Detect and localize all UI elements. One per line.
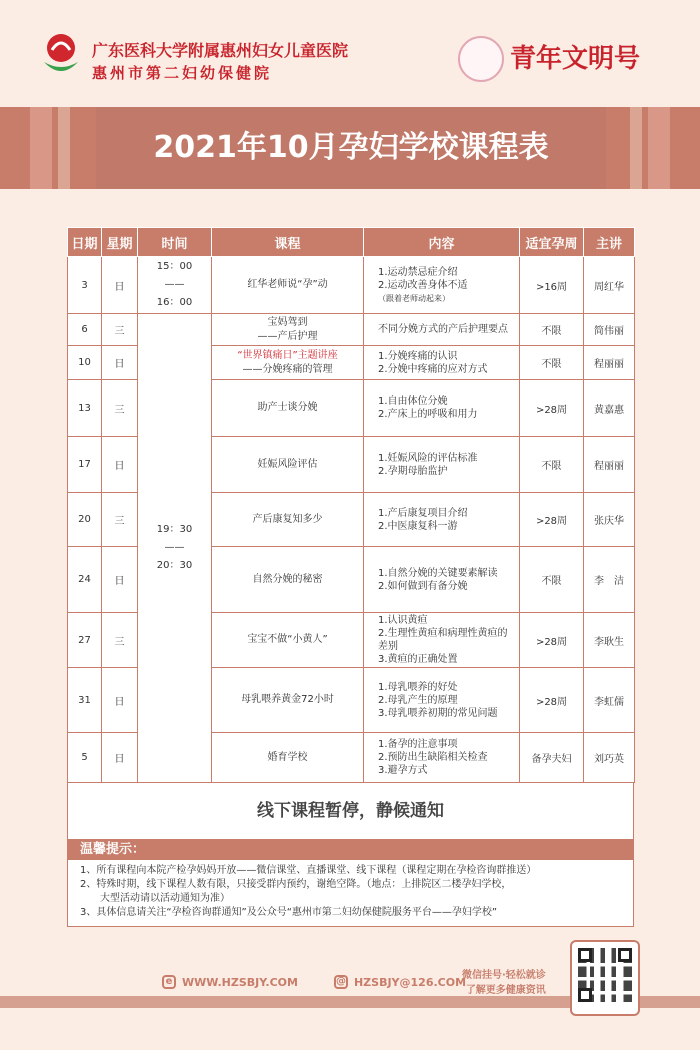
- weeks-cell: >28周: [520, 613, 584, 668]
- content-cell: [364, 314, 520, 346]
- time-cell: [138, 257, 212, 314]
- course-cell: 婚育学校: [212, 733, 364, 783]
- footer-slogan: [462, 968, 546, 998]
- content-line: 1.母乳喂养的好处: [378, 681, 458, 693]
- schedule-table: [67, 227, 635, 783]
- youth-badge: 青年文明号: [510, 44, 641, 74]
- time-separator: ——: [164, 279, 185, 290]
- table-row: [68, 314, 635, 346]
- col-header-time: 时间: [138, 228, 212, 257]
- weekday-cell: 日: [102, 346, 138, 380]
- date-cell: 24: [68, 547, 102, 613]
- date-cell: 3: [68, 257, 102, 314]
- web-icon: e: [162, 975, 176, 989]
- date-cell: 10: [68, 346, 102, 380]
- course-title: 宝妈驾到: [267, 316, 308, 328]
- content-cell: [364, 257, 520, 314]
- tips-box: [67, 840, 634, 927]
- content-cell: [364, 547, 520, 613]
- tip-line: 大型活动请以活动通知为准）: [80, 893, 230, 904]
- weekday-cell: 日: [102, 733, 138, 783]
- weekday-cell: 日: [102, 547, 138, 613]
- website-link[interactable]: WWW.HZSBJY.COM: [182, 975, 298, 989]
- hospital-name: 广东医科大学附属惠州妇女儿童医院: [92, 41, 349, 60]
- date-cell: 20: [68, 493, 102, 547]
- col-header-content: 内容: [364, 228, 520, 257]
- table-header-row: [68, 228, 635, 257]
- course-cell: 妊娠风险评估: [212, 437, 364, 493]
- content-cell: [364, 437, 520, 493]
- hospital-subname: 惠州市第二妇幼保健院: [92, 64, 273, 82]
- speaker-cell: 周红华: [584, 257, 635, 314]
- page-title: 2021年10月孕妇学校课程表: [153, 130, 549, 165]
- content-line: 1.备孕的注意事项: [378, 739, 458, 750]
- weeks-cell: >28周: [520, 668, 584, 733]
- content-line: 2.孕期母胎监护: [378, 465, 448, 477]
- content-line: 2.生理性黄疸和病理性黄疸的差别: [378, 628, 508, 652]
- weekday-cell: 三: [102, 493, 138, 547]
- content-line: 3.黄疸的正确处置: [378, 654, 458, 665]
- speaker-cell: 刘巧英: [584, 733, 635, 783]
- speaker-cell: 李 洁: [584, 547, 635, 613]
- weekday-cell: 日: [102, 668, 138, 733]
- schedule-table-wrapper: [67, 227, 634, 927]
- time-end: 16：00: [156, 297, 193, 308]
- course-cell: 助产士谈分娩: [212, 380, 364, 437]
- time-end: 20：30: [156, 560, 193, 571]
- course-cell: [212, 314, 364, 346]
- speaker-cell: 程丽丽: [584, 437, 635, 493]
- content-cell: [364, 493, 520, 547]
- course-subtitle: ——分娩疼痛的管理: [242, 363, 333, 375]
- content-line: 2.运动改善身体不适: [378, 279, 468, 291]
- weekday-cell: 三: [102, 380, 138, 437]
- weeks-cell: 不限: [520, 314, 584, 346]
- content-line: 1.运动禁忌症介绍: [378, 266, 458, 278]
- content-cell: [364, 613, 520, 668]
- content-line: 2.中医康复科一游: [378, 520, 458, 532]
- title-banner: [0, 107, 700, 189]
- content-line: 1.认识黄疸: [378, 615, 428, 626]
- slogan-line: 了解更多健康资讯: [465, 985, 546, 996]
- content-line: 2.产床上的呼吸和用力: [378, 409, 478, 420]
- speaker-cell: 李虹儒: [584, 668, 635, 733]
- date-cell: 27: [68, 613, 102, 668]
- time-cell: [138, 314, 212, 783]
- weeks-cell: 不限: [520, 437, 584, 493]
- weeks-cell: >28周: [520, 493, 584, 547]
- tip-line: 3、具体信息请关注“孕检咨询群通知”及公众号“惠州市第二妇幼保健院服务平台——孕妇学校”: [80, 907, 498, 918]
- col-header-speaker: 主讲: [584, 228, 635, 257]
- time-separator: ——: [164, 542, 185, 553]
- date-cell: 17: [68, 437, 102, 493]
- weekday-cell: 三: [102, 314, 138, 346]
- content-line: 1.妊娠风险的评估标准: [378, 452, 478, 464]
- weeks-cell: 不限: [520, 547, 584, 613]
- weeks-cell: 备孕夫妇: [520, 733, 584, 783]
- weekday-cell: 日: [102, 257, 138, 314]
- email-link[interactable]: HZSBJY@126.COM: [353, 975, 467, 989]
- content-line: 3.避孕方式: [378, 765, 428, 776]
- page-header: [0, 0, 700, 100]
- weeks-cell: >16周: [520, 257, 584, 314]
- weekday-cell: 日: [102, 437, 138, 493]
- speaker-cell: 张庆华: [584, 493, 635, 547]
- col-header-weeks: 适宜孕周: [520, 228, 584, 257]
- course-cell: 产后康复知多少: [212, 493, 364, 547]
- page-footer: [0, 940, 700, 1050]
- content-line: 2.如何做到有备分娩: [378, 580, 468, 592]
- course-cell: [212, 346, 364, 380]
- content-cell: [364, 668, 520, 733]
- content-line: 1.自由体位分娩: [378, 396, 448, 407]
- qr-code-icon[interactable]: [570, 940, 640, 1016]
- course-cell: 红华老师说“孕”动: [212, 257, 364, 314]
- slogan-line: 微信挂号·轻松就诊: [462, 970, 546, 981]
- content-line: 3.母乳喂养初期的常见问题: [378, 707, 498, 719]
- notice-banner: 线下课程暂停，静候通知: [67, 783, 634, 840]
- col-header-date: 日期: [68, 228, 102, 257]
- content-line: 不同分娩方式的产后护理要点: [378, 324, 508, 335]
- course-cell: 母乳喂养黄金72小时: [212, 668, 364, 733]
- date-cell: 5: [68, 733, 102, 783]
- speaker-cell: 简伟丽: [584, 314, 635, 346]
- content-line: 1.产后康复项目介绍: [378, 507, 468, 519]
- tip-line: 1、所有课程向本院产检孕妈妈开放——微信课堂、直播课堂、线下课程（课程定期在孕检咨询群推送）: [80, 865, 537, 876]
- speaker-cell: 黄嘉惠: [584, 380, 635, 437]
- course-cell: 宝宝不做“小黄人”: [212, 613, 364, 668]
- weeks-cell: >28周: [520, 380, 584, 437]
- content-line: 1.自然分娩的关键要素解读: [378, 567, 498, 579]
- content-line: 2.预防出生缺陷相关检查: [378, 752, 488, 763]
- tips-heading: 温馨提示：: [68, 840, 633, 860]
- col-header-weekday: 星期: [102, 228, 138, 257]
- content-line: 2.分娩中疼痛的应对方式: [378, 363, 488, 375]
- content-cell: [364, 733, 520, 783]
- content-line: 1.分娩疼痛的认识: [378, 350, 458, 362]
- course-cell: 自然分娩的秘密: [212, 547, 364, 613]
- speaker-cell: 李耿生: [584, 613, 635, 668]
- footer-contacts: [162, 973, 466, 991]
- course-subtitle: ——产后护理: [257, 330, 318, 342]
- speaker-cell: 程丽丽: [584, 346, 635, 380]
- date-cell: 13: [68, 380, 102, 437]
- youth-seal-icon: [458, 36, 504, 82]
- table-row: [68, 257, 635, 314]
- mail-icon: @: [335, 976, 346, 987]
- weeks-cell: 不限: [520, 346, 584, 380]
- course-title: “世界镇痛日”主题讲座: [237, 349, 338, 361]
- content-cell: [364, 380, 520, 437]
- date-cell: 31: [68, 668, 102, 733]
- time-start: 15：00: [156, 261, 193, 272]
- content-note: （跟着老师动起来）: [378, 293, 450, 303]
- tips-body: [68, 860, 633, 926]
- time-start: 19：30: [156, 524, 193, 535]
- weekday-cell: 三: [102, 613, 138, 668]
- col-header-course: 课程: [212, 228, 364, 257]
- tip-line: 2、特殊时期，线下课程人数有限，只接受群内预约，谢绝空降。（地点：上排院区二楼孕妇学校，: [80, 879, 512, 890]
- content-cell: [364, 346, 520, 380]
- content-line: 2.母乳产生的原理: [378, 694, 458, 706]
- date-cell: 6: [68, 314, 102, 346]
- hospital-logo-icon: [38, 28, 84, 80]
